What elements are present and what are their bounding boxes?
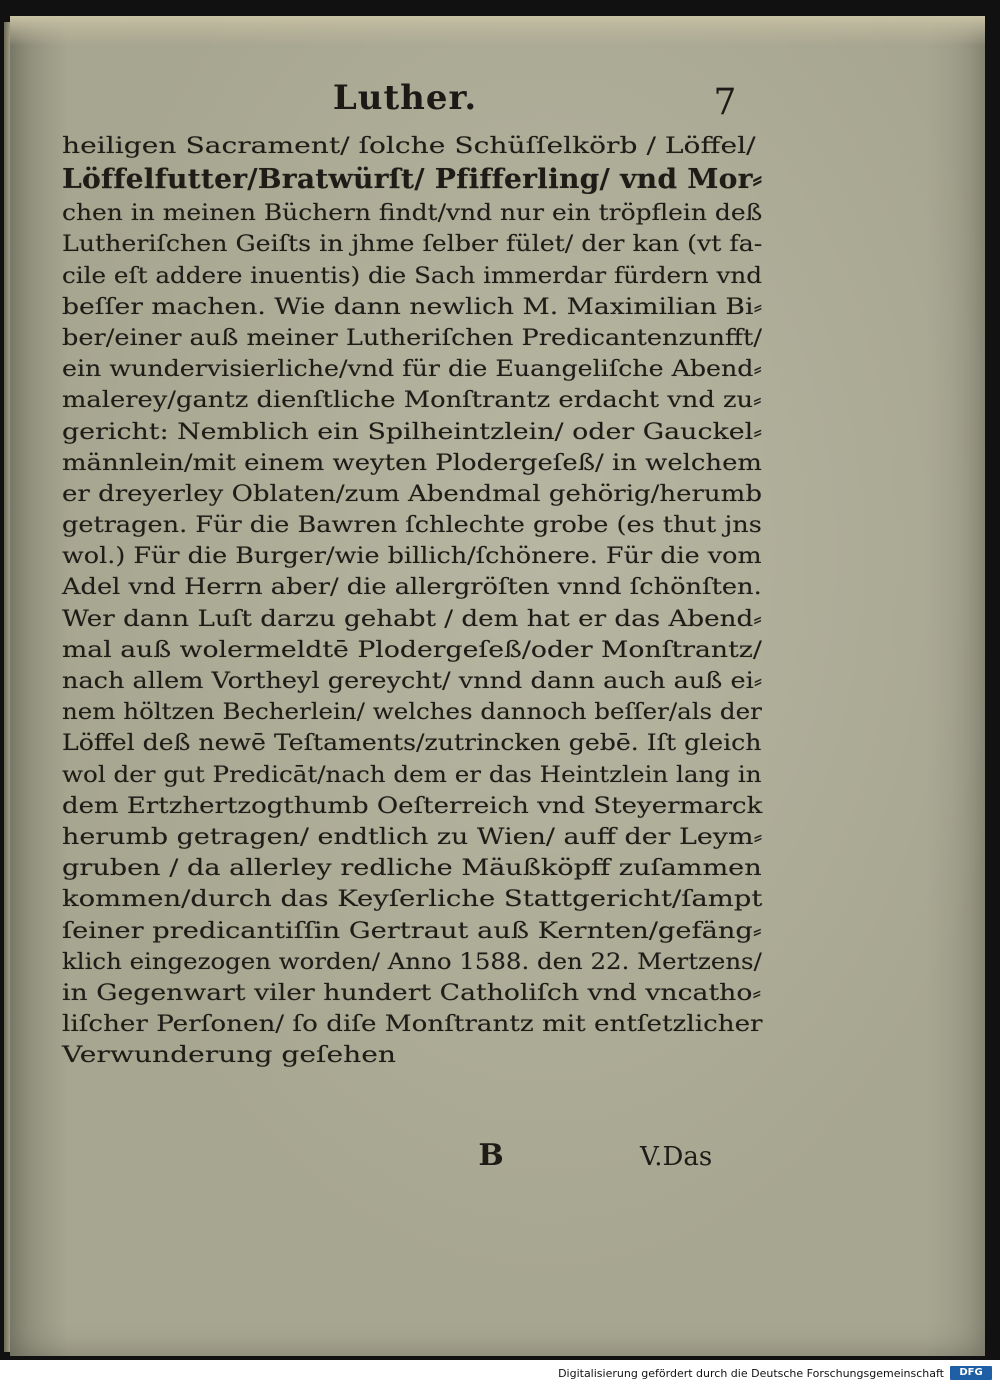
text-line: mal auß wolermeldtē Plodergeſeß/oder Monſtrantz/ — [62, 636, 762, 663]
text-line: ber/einer auß meiner Lutheriſchen Predicantenzunfft/ — [62, 324, 762, 351]
text-line: kommen/durch das Keyſerliche Stattgericht/ſampt — [62, 886, 763, 913]
text-line: getragen. Für die Bawren ſchlechte grobe (es thut jns — [62, 512, 762, 539]
text-line: in Gegenwart viler hundert Catholiſch vnd vncatho⸗ — [62, 979, 762, 1006]
text-line: Verwunderung geſehen — [62, 1042, 396, 1069]
text-line: nem höltzen Becherlein/ welches dannoch beſſer/als der — [62, 699, 762, 726]
text-line: Löffel deß newē Teſtaments/zutrincken gebē. Iſt gleich — [62, 730, 762, 757]
text-line: nach allem Vortheyl gereycht/ vnnd dann auch auß ei⸗ — [62, 668, 763, 694]
text-line: Adel vnd Herrn aber/ die allergröſten vnnd ſchönſten. — [62, 574, 762, 601]
page-number: 7 — [713, 82, 737, 123]
catchword: V.Das — [640, 1142, 713, 1172]
text-line: herumb getragen/ endtlich zu Wien/ auff der Leym⸗ — [62, 823, 763, 850]
running-head: Luther. — [332, 78, 478, 118]
funding-credit: Digitalisierung gefördert durch die Deutsche Forschungsgemeinschaft — [558, 1367, 944, 1380]
text-line: Löffelfutter/Bratwürſt/ Pfifferling/ vnd Mor⸗ — [62, 164, 763, 196]
text-line: beſſer machen. Wie dann newlich M. Maximilian Bi⸗ — [62, 293, 763, 320]
text-line: klich eingezogen worden/ Anno 1588. den 22. Mertzens/ — [62, 948, 762, 975]
text-line: Wer dann Luſt darzu gehabt / dem hat er das Abend⸗ — [62, 605, 762, 632]
text-line: er dreyerley Oblaten/zum Abendmal gehörig/herumb — [62, 480, 762, 507]
text-line: dem Ertzhertzogthumb Oeſterreich vnd Steyermarck — [62, 792, 763, 819]
text-line: gericht: Nemblich ein Spilheintzlein/ oder Gauckel⸗ — [62, 418, 763, 445]
text-line: malerey/gantz dienſtliche Monſtrantz erdacht vnd zu⸗ — [62, 387, 762, 414]
text-line: wol.) Für die Burger/wie billich/ſchönere. Für die vom — [62, 543, 762, 570]
text-line: Lutheriſchen Geiſts in jhme ſelber fület/ der kan (vt fa- — [62, 231, 763, 258]
text-line: ein wundervisierliche/vnd für die Euangeliſche Abend⸗ — [62, 356, 762, 383]
signature-mark: B — [478, 1138, 504, 1173]
body-text — [62, 131, 762, 1071]
text-line: ſeiner predicantiſſin Gertraut auß Kernten/gefäng⸗ — [62, 917, 762, 944]
text-line: chen in meinen Büchern findt/vnd nur ein tröpflein deß — [62, 200, 763, 227]
page-stain — [10, 16, 985, 46]
dfg-logo-icon: DFG — [950, 1366, 992, 1380]
text-line: männlein/mit einem weyten Plodergeſeß/ in welchem — [62, 449, 763, 476]
text-line: heiligen Sacrament/ ſolche Schüſſelkörb / Löffel/ — [62, 133, 756, 159]
text-line: wol der gut Predicāt/nach dem er das Heintzlein lang in — [62, 761, 762, 788]
text-line: gruben / da allerley redliche Mäußköpff zuſammen — [62, 855, 762, 882]
text-line: cile eſt addere inuentis) die Sach immerdar fürdern vnd — [62, 262, 763, 289]
text-line: liſcher Perſonen/ ſo diſe Monſtrantz mit entſetzlicher — [62, 1011, 763, 1038]
